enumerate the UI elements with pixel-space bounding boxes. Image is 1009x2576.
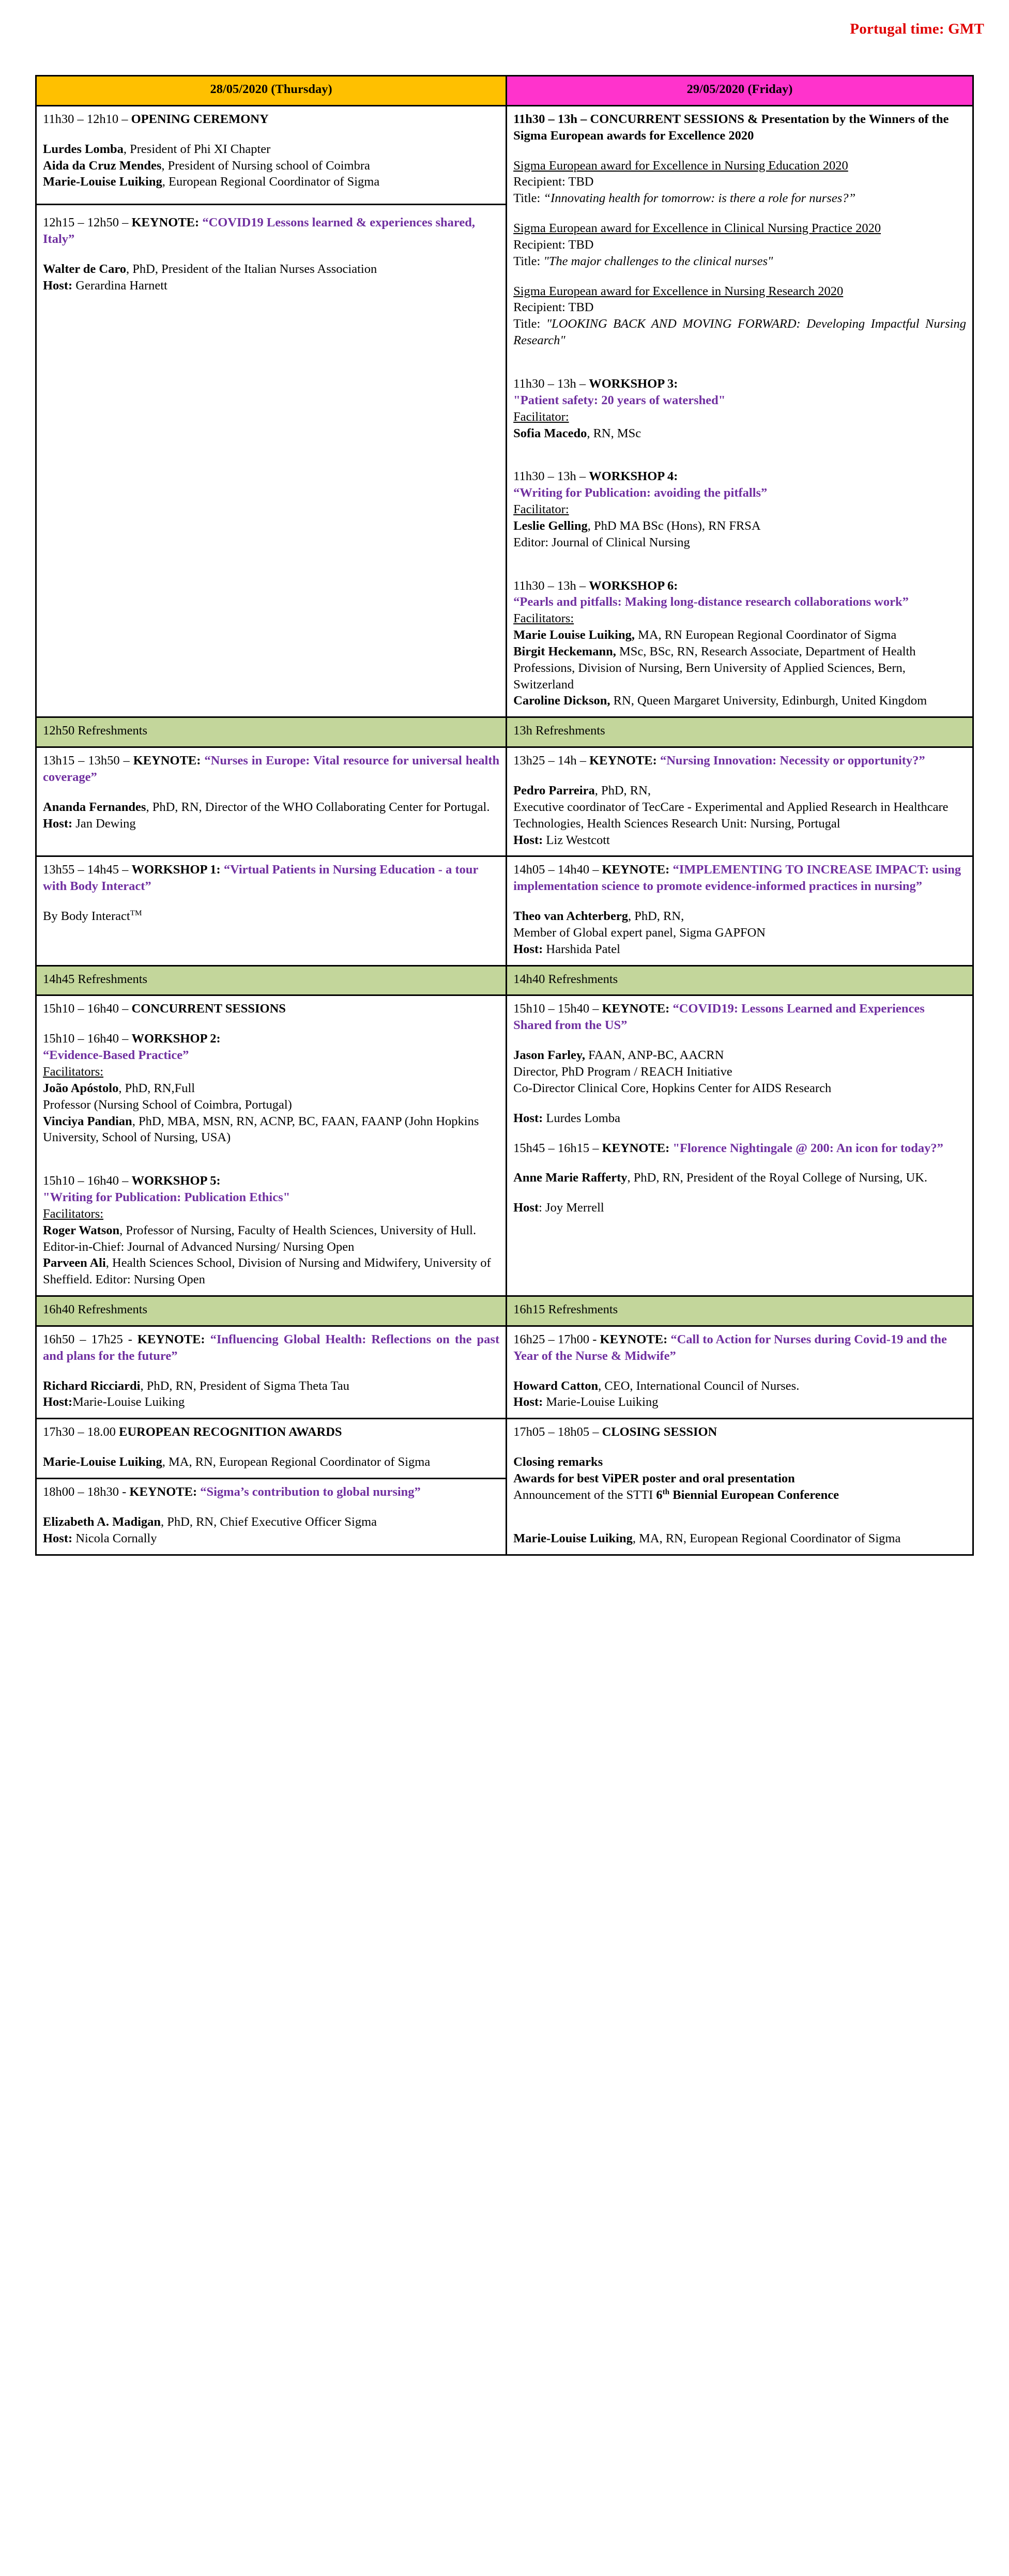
workshop4-title: “Writing for Publication: avoiding the pitfalls”	[513, 486, 768, 500]
keynote-covid-us-heading	[513, 1001, 966, 1034]
column-header-day1: 28/05/2020 (Thursday)	[36, 76, 507, 106]
row-concurrent-sessions-day1	[36, 995, 973, 1296]
closing-remarks	[513, 1454, 966, 1470]
workshop4-facilitator-label: Facilitator:	[513, 502, 569, 517]
row-recognition-closing	[36, 1419, 973, 1479]
opening-person	[43, 158, 499, 174]
row-keynotes-afternoon-1	[36, 747, 973, 856]
person-role: , RN, MSc	[587, 426, 641, 440]
workshop6-facilitators-label: Facilitators:	[513, 611, 574, 626]
cell-day1-keynote-italy	[37, 204, 506, 294]
person-name: Ananda Fernandes	[43, 800, 146, 814]
person-role: , PhD, RN, Chief Executive Officer Sigma	[161, 1514, 377, 1529]
opening-person	[43, 174, 499, 190]
keynote-host	[43, 1394, 499, 1410]
keynote-label: KEYNOTE:	[602, 1002, 673, 1016]
keynote-host	[513, 1394, 966, 1410]
keynote-title: “Call to Action for Nurses during Covid-19 and the Year of the Nurse & Midwife”	[513, 1332, 947, 1363]
workshop3-facilitator	[513, 425, 966, 442]
announcement-ordinal: th	[662, 1487, 670, 1496]
host-name: Nicola Cornally	[72, 1531, 157, 1545]
keynote-label: KEYNOTE:	[600, 1332, 671, 1346]
keynote-nursing-innovation-heading	[513, 753, 966, 769]
keynote-title: “COVID19 Lessons learned & experiences shared, Italy”	[43, 216, 475, 247]
workshop1-label: WORKSHOP 1:	[131, 863, 224, 877]
refreshments-day2-2: 14h40 Refreshments	[507, 965, 973, 995]
keynote-time: 16h25 – 17h00 -	[513, 1332, 600, 1346]
host-label: Host:	[43, 816, 73, 831]
keynote-time: 15h10 – 15h40 –	[513, 1002, 602, 1016]
workshop6-heading	[513, 578, 966, 594]
keynote-sigma-contribution-heading	[43, 1484, 499, 1500]
keynote-label: KEYNOTE:	[137, 1332, 210, 1346]
workshop2-facilitators-label: Facilitators:	[43, 1064, 104, 1079]
award-title-label: Title:	[513, 317, 546, 331]
workshop1-time: 13h55 – 14h45 –	[43, 863, 132, 877]
workshop3-label: WORKSHOP 3:	[589, 376, 678, 391]
cell-day1-opening	[36, 105, 507, 717]
keynote-nurses-europe-heading	[43, 753, 499, 786]
cell-day1-workshop1	[36, 856, 507, 965]
keynote-speaker	[43, 1514, 499, 1530]
keynote-time: 12h15 – 12h50 –	[43, 216, 132, 230]
host-label: Host:	[43, 1531, 73, 1545]
row-late-keynotes	[36, 1326, 973, 1418]
keynote-speaker	[513, 783, 966, 799]
row-opening-and-awards	[36, 105, 973, 717]
person-role: , CEO, International Council of Nurses.	[598, 1378, 800, 1393]
award-name: Sigma European award for Excellence in Nursing Education 2020	[513, 158, 848, 173]
recognition-person	[43, 1454, 499, 1470]
table-header-row	[36, 76, 973, 106]
concurrent-awards-time: 11h30 – 13h –	[513, 112, 590, 126]
person-name: Pedro Parreira	[513, 784, 595, 798]
person-name: Aida da Cruz Mendes	[43, 158, 162, 173]
keynote-speaker	[513, 908, 966, 925]
host-name: : Joy Merrell	[539, 1201, 604, 1215]
person-role: , PhD, MBA, MSN, RN, ACNP, BC, FAAN, FAANP (John Hopkins University, School of Nursing, USA)	[43, 1114, 479, 1145]
person-role: , PhD MA BSc (Hons), RN FRSA	[587, 518, 761, 533]
workshop4-facilitator-extra: Editor: Journal of Clinical Nursing	[513, 535, 690, 549]
person-name: Richard Ricciardi	[43, 1378, 141, 1393]
concurrent-time: 15h10 – 16h40 –	[43, 1002, 132, 1016]
person-name: Theo van Achterberg	[513, 909, 628, 924]
opening-time-title	[43, 111, 499, 128]
person-role: , PhD, RN, Director of the WHO Collaborating Center for Portugal.	[146, 800, 490, 814]
keynote-time: 18h00 – 18h30 -	[43, 1485, 130, 1499]
person-role: , PhD, RN, President of the Royal College of Nursing, UK.	[627, 1171, 928, 1185]
person-role: , President of Phi XI Chapter	[123, 142, 271, 156]
refreshments-day2-1: 13h Refreshments	[507, 717, 973, 747]
keynote-time: 13h25 – 14h –	[513, 754, 590, 768]
refreshments-day1-1: 12h50 Refreshments	[36, 717, 507, 747]
closing-title: CLOSING SESSION	[602, 1425, 717, 1439]
person-name: Roger Watson	[43, 1223, 120, 1237]
workshop5-facilitator	[43, 1222, 499, 1255]
person-role: , MA, RN, European Regional Coordinator of Sigma	[632, 1531, 901, 1545]
host-name: Harshida Patel	[543, 942, 620, 956]
workshop5-label: WORKSHOP 5:	[131, 1174, 221, 1188]
host-name: Liz Westcott	[543, 833, 610, 847]
keynote-speaker	[513, 1378, 966, 1394]
cell-day2-concurrent-awards	[507, 105, 973, 717]
person-name: Marie-Louise Luiking	[513, 1531, 633, 1545]
host-name: Marie-Louise Luiking	[72, 1395, 185, 1409]
keynote-global-health-heading	[43, 1331, 499, 1364]
person-role: , MA, RN, European Regional Coordinator of Sigma	[162, 1455, 431, 1469]
award-title	[513, 190, 966, 207]
closing-heading	[513, 1424, 966, 1440]
host-label: Host:	[513, 1111, 543, 1125]
keynote-label: KEYNOTE:	[133, 754, 205, 768]
award-recipient: Recipient: TBD	[513, 300, 594, 315]
award-recipient: Recipient: TBD	[513, 175, 594, 189]
keynote-speaker	[513, 1170, 966, 1186]
refreshments-day1-3: 16h40 Refreshments	[36, 1296, 507, 1326]
workshop2-facilitator	[43, 1080, 499, 1097]
person-role: MA, RN European Regional Coordinator of Sigma	[634, 628, 897, 642]
keynote-title: “Nurses in Europe: Vital resource for universal health coverage”	[43, 754, 500, 784]
keynote-nightingale-heading	[513, 1140, 966, 1157]
trademark-mark: TM	[130, 908, 142, 917]
recognition-title: EUROPEAN RECOGNITION AWARDS	[119, 1425, 342, 1439]
closing-person	[513, 1530, 966, 1547]
award-title	[513, 316, 966, 349]
person-name: Parveen Ali	[43, 1256, 106, 1270]
keynote-speaker-detail: Co-Director Clinical Core, Hopkins Center for AIDS Research	[513, 1081, 832, 1095]
keynote-host	[43, 1530, 499, 1547]
keynote-speaker	[43, 1378, 499, 1394]
announcement-number: 6	[656, 1488, 663, 1502]
host-label: Host:	[43, 278, 73, 293]
workshop4-label: WORKSHOP 4:	[589, 469, 678, 484]
refreshments-day1-2: 14h45 Refreshments	[36, 965, 507, 995]
keynote-host	[513, 1200, 966, 1216]
host-name: Lurdes Lomba	[543, 1111, 620, 1125]
keynote-label: KEYNOTE:	[602, 1141, 673, 1155]
row-refreshments-1	[36, 717, 973, 747]
person-role: RN, Queen Margaret University, Edinburgh, United Kingdom	[610, 694, 927, 708]
keynote-title: “Influencing Global Health: Reflections on the past and plans for the future”	[43, 1332, 500, 1363]
closing-awards-line	[513, 1470, 966, 1487]
keynote-time: 13h15 – 13h50 –	[43, 754, 133, 768]
person-name: Sofia Macedo	[513, 426, 587, 440]
person-name: Elizabeth A. Madigan	[43, 1514, 161, 1529]
keynote-speaker-detail: Member of Global expert panel, Sigma GAPFON	[513, 925, 766, 940]
concurrent-awards-heading	[513, 111, 966, 144]
person-name: Caroline Dickson,	[513, 694, 610, 708]
person-role: MSc, BSc, RN, Research Associate, Department of Health Professions, Division of Nursing, Bern University of Applied Sciences, Bern, Switzerland	[513, 644, 916, 692]
award-title-text: “Innovating health for tomorrow: is there a role for nurses?”	[543, 191, 856, 206]
workshop6-label: WORKSHOP 6:	[589, 578, 678, 593]
announcement-prefix: Announcement of the STTI	[513, 1488, 656, 1502]
person-name: Marie Louise Luiking,	[513, 628, 635, 642]
workshop2-title: “Evidence-Based Practice”	[43, 1048, 189, 1063]
person-name: Walter de Caro	[43, 262, 127, 276]
timezone-note: Portugal time: GMT	[850, 21, 984, 37]
host-name: Gerardina Harnett	[72, 278, 167, 293]
workshop4-facilitator	[513, 518, 966, 534]
person-role: , President of Nursing school of Coimbra	[161, 158, 370, 173]
keynote-title: "Florence Nightingale @ 200: An icon for today?”	[672, 1141, 943, 1155]
opening-time: 11h30 – 12h10 –	[43, 112, 131, 126]
cell-day1-european-recognition	[36, 1419, 507, 1479]
closing-awards-text: Awards for best ViPER poster and oral presentation	[513, 1471, 795, 1485]
workshop2-facilitator-affil: Professor (Nursing School of Coimbra, Portugal)	[43, 1097, 292, 1112]
column-header-day2: 29/05/2020 (Friday)	[507, 76, 973, 106]
keynote-host	[43, 278, 499, 294]
person-role: , PhD, RN,	[628, 909, 684, 924]
row-refreshments-2	[36, 965, 973, 995]
row-workshop1-implementing	[36, 856, 973, 965]
host-label: Host:	[43, 1395, 73, 1409]
keynote-speaker	[43, 261, 499, 278]
closing-announcement	[513, 1487, 966, 1504]
closing-remarks-text: Closing remarks	[513, 1455, 603, 1469]
person-name: Jason Farley,	[513, 1048, 585, 1063]
workshop2-label: WORKSHOP 2:	[131, 1032, 221, 1046]
schedule-table-wrapper	[35, 75, 974, 1556]
cell-day1-keynote-nurses-europe	[36, 747, 507, 856]
keynote-speaker-detail: Director, PhD Program / REACH Initiative	[513, 1064, 732, 1079]
award-title-label: Title:	[513, 191, 544, 206]
european-recognition-heading	[43, 1424, 499, 1440]
workshop1-by-text: By Body Interact	[43, 909, 130, 924]
keynote-label: KEYNOTE:	[602, 863, 673, 877]
workshop5-facilitators-label: Facilitators:	[43, 1206, 104, 1221]
person-name: Birgit Heckemann,	[513, 644, 616, 658]
award-name: Sigma European award for Excellence in Clinical Nursing Practice 2020	[513, 221, 881, 236]
award-title	[513, 253, 966, 270]
workshop6-facilitator	[513, 627, 966, 643]
keynote-title: “IMPLEMENTING TO INCREASE IMPACT: using implementation science to promote evidence-informed practices in nursing”	[513, 863, 961, 894]
person-name: Leslie Gelling	[513, 518, 588, 533]
person-role: , PhD, RN,	[594, 784, 651, 798]
person-role: , Health Sciences School, Division of Nursing and Midwifery, University of Sheffield. Editor: Nursing Open	[43, 1256, 491, 1287]
keynote-label: KEYNOTE:	[129, 1485, 201, 1499]
refreshments-day2-3: 16h15 Refreshments	[507, 1296, 973, 1326]
workshop5-time: 15h10 – 16h40 –	[43, 1174, 132, 1188]
person-name: Vinciya Pandian	[43, 1114, 132, 1128]
person-name: Marie-Louise Luiking	[43, 1455, 162, 1469]
keynote-title: “Sigma’s contribution to global nursing”	[200, 1485, 421, 1499]
person-name: Lurdes Lomba	[43, 142, 124, 156]
concurrent-awards-title: CONCURRENT SESSIONS & Presentation by the Winners of the Sigma European awards for Excellence 2020	[513, 112, 949, 143]
host-name: Jan Dewing	[72, 816, 136, 831]
schedule-table	[35, 75, 974, 1556]
keynote-call-to-action-heading	[513, 1331, 966, 1364]
keynote-label: KEYNOTE:	[589, 754, 660, 768]
workshop1-by	[43, 908, 499, 925]
keynote-host	[513, 1110, 966, 1127]
keynote-speaker	[513, 1047, 966, 1064]
keynote-implementing-heading	[513, 862, 966, 895]
workshop2-heading	[43, 1031, 499, 1047]
cell-day1-keynote-sigma-contribution	[36, 1479, 507, 1555]
workshop3-time: 11h30 – 13h –	[513, 376, 589, 391]
keynote-speaker-detail: Executive coordinator of TecCare - Experimental and Applied Research in Healthcare Technologies, Health Sciences Research Unit: Nursing, Portugal	[513, 800, 949, 831]
person-role: , European Regional Coordinator of Sigma	[162, 175, 380, 189]
announcement-suffix: Biennial European Conference	[669, 1488, 839, 1502]
workshop3-title: "Patient safety: 20 years of watershed"	[513, 393, 726, 407]
award-title-text: "The major challenges to the clinical nurses"	[543, 254, 773, 268]
keynote-host	[513, 832, 966, 849]
workshop5-heading	[43, 1173, 499, 1189]
row-refreshments-3	[36, 1296, 973, 1326]
keynote-title: “Nursing Innovation: Necessity or opportunity?”	[660, 754, 925, 768]
award-name: Sigma European award for Excellence in Nursing Research 2020	[513, 284, 844, 298]
workshop5-title: "Writing for Publication: Publication Ethics"	[43, 1190, 291, 1205]
cell-day1-keynote-global-health	[36, 1326, 507, 1418]
workshop2-facilitator	[43, 1113, 499, 1146]
closing-time: 17h05 – 18h05 –	[513, 1425, 602, 1439]
keynote-speaker	[43, 799, 499, 816]
host-label: Host:	[513, 1395, 543, 1409]
keynote-host	[513, 941, 966, 958]
host-label: Host	[513, 1201, 539, 1215]
keynote-host	[43, 816, 499, 832]
workshop1-title: “Virtual Patients in Nursing Education - a tour with Body Interact”	[43, 863, 478, 894]
concurrent-title: CONCURRENT SESSIONS	[131, 1002, 286, 1016]
cell-day2-keynote-call-to-action	[507, 1326, 973, 1418]
workshop4-time: 11h30 – 13h –	[513, 469, 589, 484]
person-role: , Professor of Nursing, Faculty of Health Sciences, University of Hull. Editor-in-Chief: Journal of Advanced Nursing/ Nursing Open	[43, 1223, 477, 1254]
cell-day1-concurrent-workshops	[36, 995, 507, 1296]
keynote-title: “COVID19: Lessons Learned and Experiences Shared from the US”	[513, 1002, 925, 1033]
workshop3-facilitator-label: Facilitator:	[513, 409, 569, 424]
award-title-label: Title:	[513, 254, 544, 268]
keynote-time: 16h50 – 17h25 -	[43, 1332, 137, 1346]
award-title-text: "LOOKING BACK AND MOVING FORWARD: Developing Impactful Nursing Research"	[513, 317, 966, 348]
host-name: Marie-Louise Luiking	[543, 1395, 659, 1409]
workshop6-facilitator	[513, 643, 966, 693]
concurrent-heading	[43, 1001, 499, 1017]
workshop6-time: 11h30 – 13h –	[513, 578, 589, 593]
workshop3-heading	[513, 376, 966, 392]
person-name: Marie-Louise Luiking	[43, 175, 162, 189]
cell-day2-covid-us-and-nightingale	[507, 995, 973, 1296]
workshop5-facilitator	[43, 1255, 499, 1288]
keynote-time: 15h45 – 16h15 –	[513, 1141, 602, 1155]
person-role: , PhD, RN, President of Sigma Theta Tau	[140, 1378, 349, 1393]
opening-person	[43, 141, 499, 158]
cell-day2-keynote-nursing-innovation	[507, 747, 973, 856]
person-name: Howard Catton	[513, 1378, 599, 1393]
person-name: Anne Marie Rafferty	[513, 1171, 628, 1185]
cell-day2-closing-session	[507, 1419, 973, 1555]
workshop6-facilitator	[513, 693, 966, 709]
award-recipient: Recipient: TBD	[513, 237, 594, 252]
person-role: , PhD, RN,Full	[118, 1081, 195, 1095]
person-role: FAAN, ANP-BC, AACRN	[585, 1048, 724, 1063]
workshop4-heading	[513, 468, 966, 485]
host-label: Host:	[513, 833, 543, 847]
keynote-time: 14h05 – 14h40 –	[513, 863, 602, 877]
keynote-italy-heading	[43, 214, 499, 248]
cell-day2-keynote-implementing	[507, 856, 973, 965]
opening-title: OPENING CEREMONY	[131, 112, 269, 126]
workshop1-heading	[43, 862, 499, 895]
workshop6-title: “Pearls and pitfalls: Making long-distance research collaborations work”	[513, 595, 909, 609]
person-name: João Apóstolo	[43, 1081, 119, 1095]
workshop2-time: 15h10 – 16h40 –	[43, 1032, 132, 1046]
recognition-time: 17h30 – 18.00	[43, 1425, 119, 1439]
person-role: , PhD, President of the Italian Nurses Association	[126, 262, 377, 276]
keynote-label: KEYNOTE:	[131, 216, 203, 230]
host-label: Host:	[513, 942, 543, 956]
